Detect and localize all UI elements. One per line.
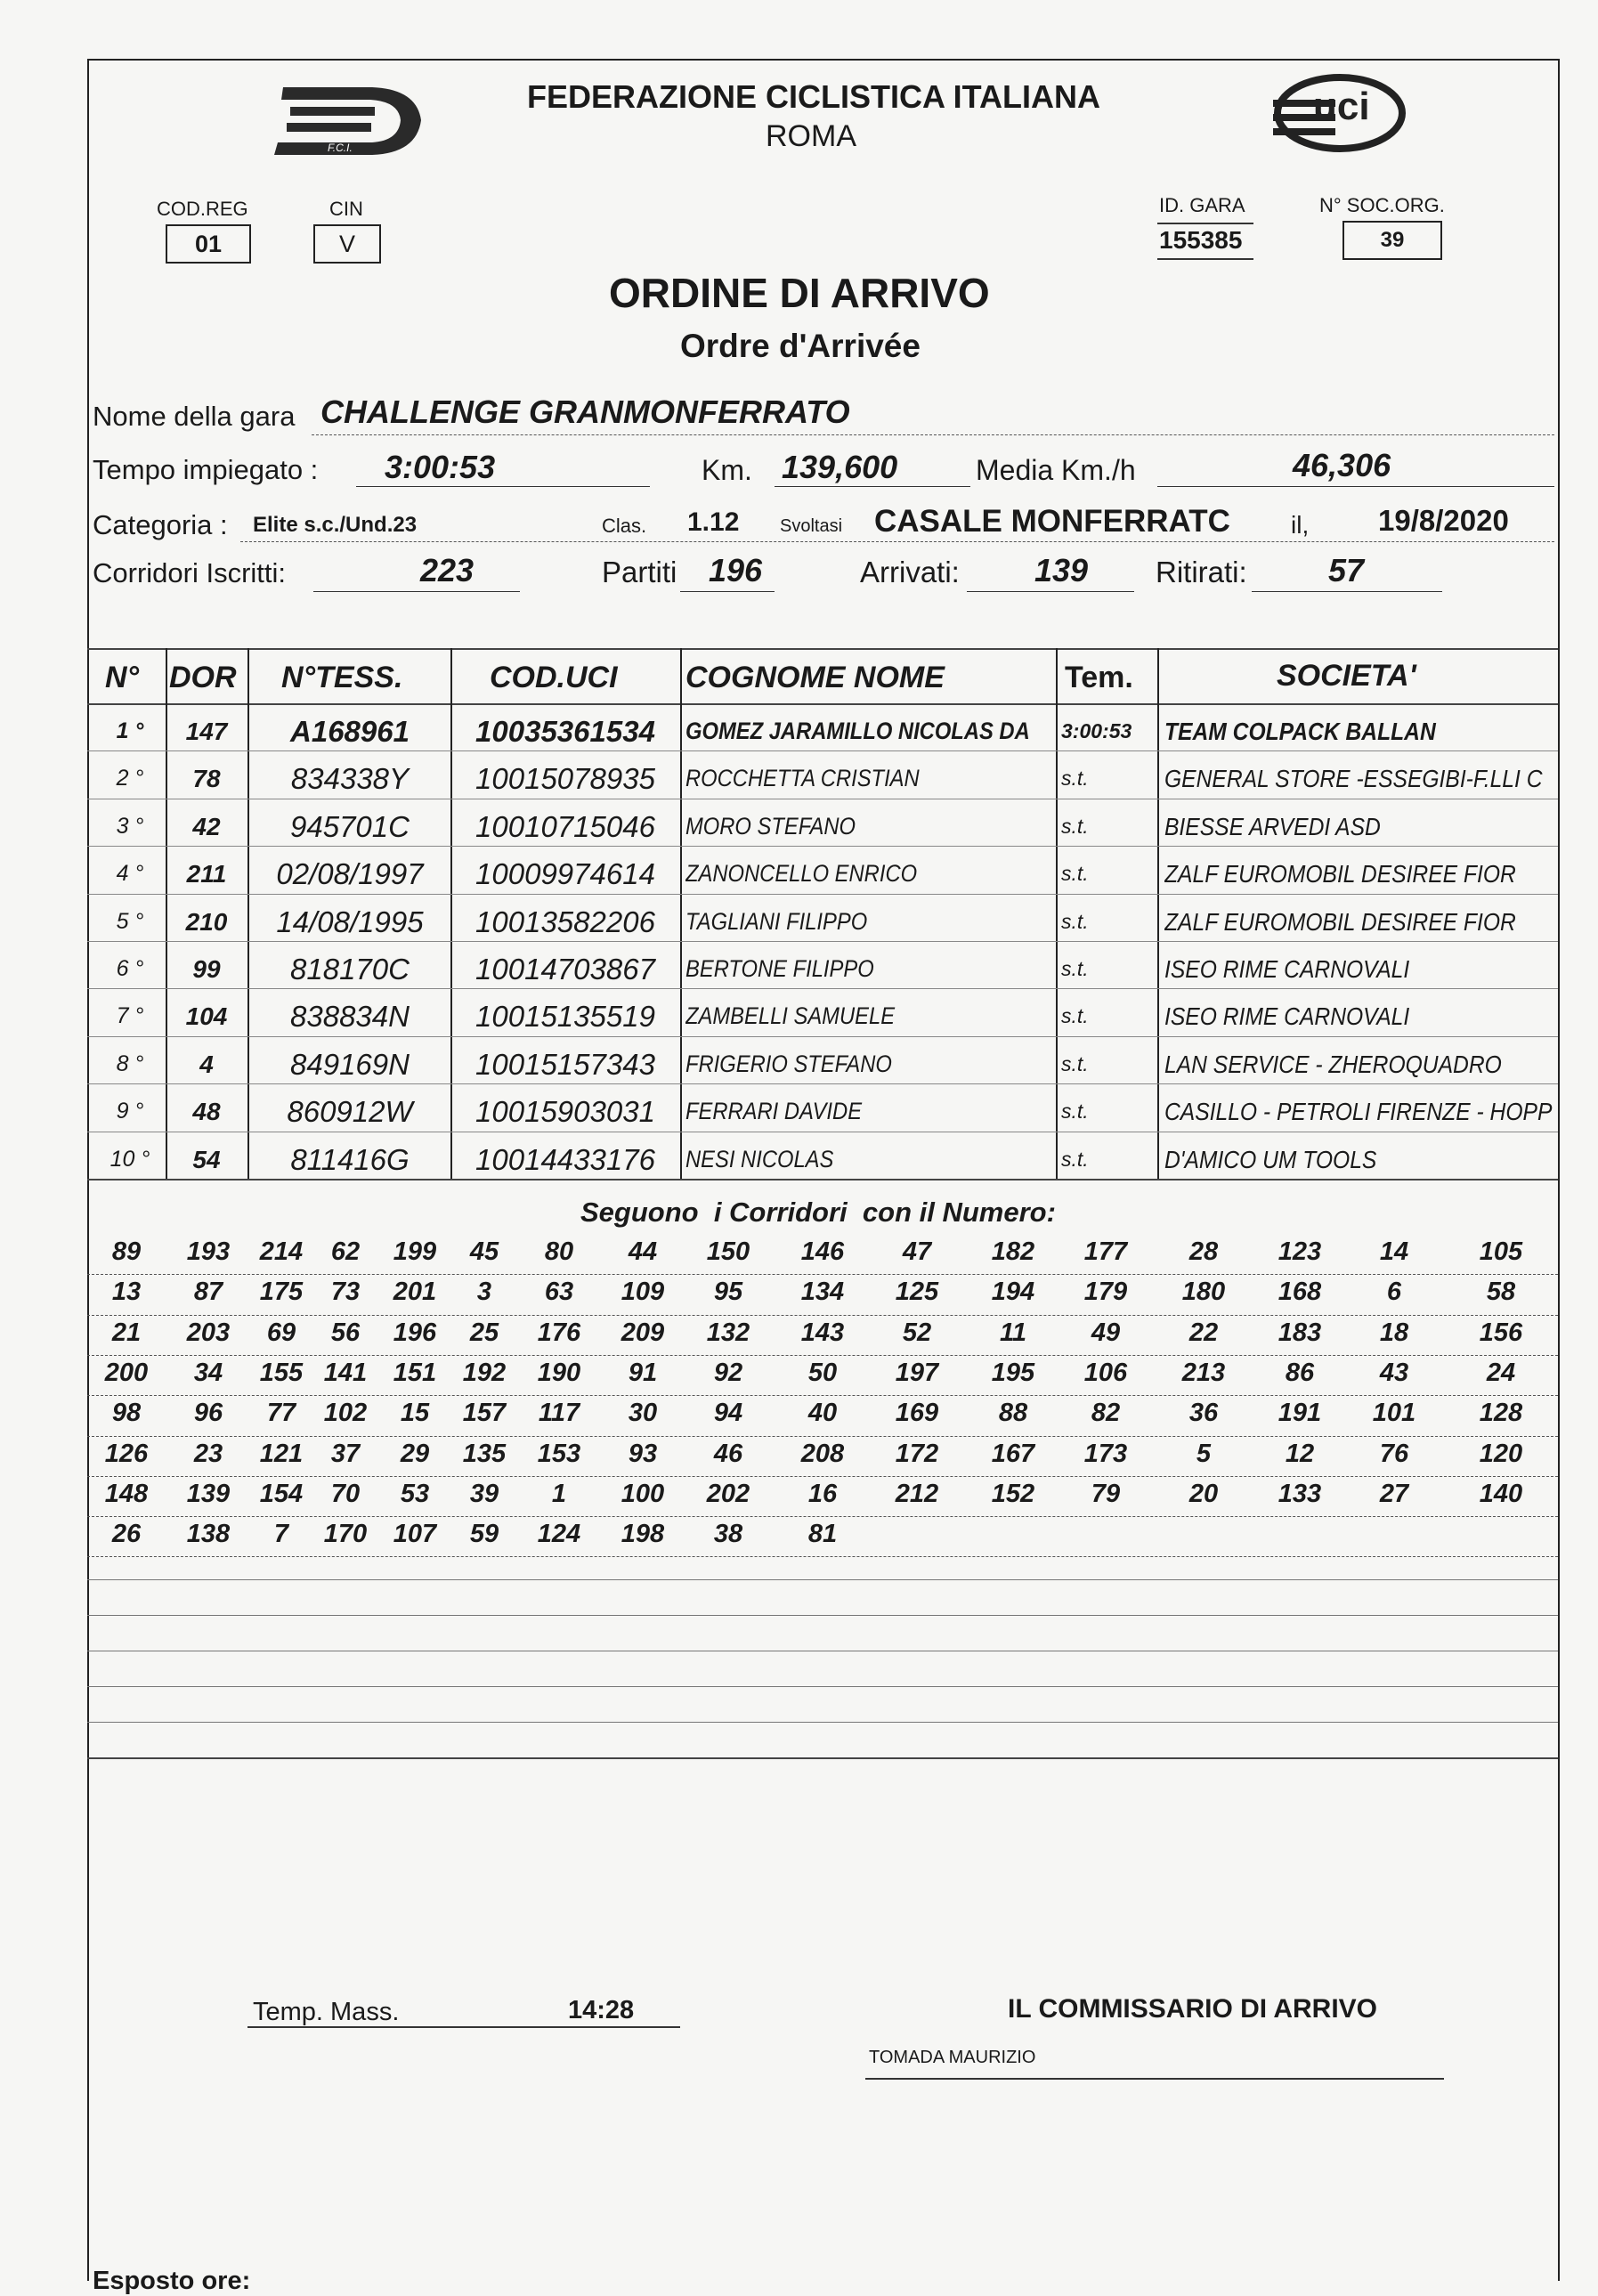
iscritti-label: Corridori Iscritti: [93,557,287,588]
following-number: 194 [991,1278,1035,1307]
following-number: 132 [706,1318,750,1347]
table-cell-tem: s.t. [1061,1051,1089,1075]
table-cell-tess: 02/08/1997 [276,857,424,891]
following-number: 151 [393,1358,437,1387]
following-number: 169 [895,1399,939,1428]
following-number: 24 [1486,1358,1516,1387]
table-cell-name: ROCCHETTA CRISTIAN [685,765,920,792]
following-number: 94 [713,1399,743,1428]
table-cell-pos: 1 ° [116,718,144,743]
partiti-label: Partiti [602,556,677,588]
following-number: 109 [621,1278,665,1307]
following-number: 16 [807,1479,838,1508]
following-number: 5 [1196,1439,1212,1468]
following-number: 23 [193,1439,223,1468]
esposto-label: Esposto ore: [93,2267,251,2295]
table-cell-dor: 48 [192,1098,221,1126]
following-number: 192 [462,1358,507,1387]
following-number: 49 [1091,1318,1121,1347]
following-number: 138 [186,1520,231,1549]
clas-label: Clas. [602,515,647,537]
following-number: 69 [266,1318,296,1347]
following-number: 46 [713,1439,743,1468]
following-number: 153 [537,1439,581,1468]
following-number: 183 [1278,1318,1322,1347]
media-value: 46,306 [1293,447,1391,483]
svoltasi-value: CASALE MONFERRATC [874,504,1230,539]
following-number: 105 [1479,1237,1523,1266]
table-cell-uci: 10014433176 [475,1142,655,1176]
following-number: 167 [991,1439,1035,1468]
following-number: 102 [323,1399,368,1428]
table-cell-dor: 99 [192,955,221,983]
table-cell-soc: BIESSE ARVEDI ASD [1164,812,1381,840]
following-number: 199 [393,1237,437,1266]
following-number: 37 [330,1439,361,1468]
empty-ruled-line [87,1579,1558,1580]
commissario-label: IL COMMISSARIO DI ARRIVO [1008,1994,1378,2024]
table-cell-name: ZANONCELLO ENRICO [685,860,918,888]
following-number: 56 [330,1318,361,1347]
table-cell-pos: 5 ° [116,908,144,934]
table-cell-tess: 818170C [290,953,410,986]
following-number: 36 [1188,1399,1219,1428]
following-number: 134 [800,1278,845,1307]
arrivati-value: 139 [1034,552,1089,588]
following-number: 38 [713,1520,743,1549]
table-cell-dor: 54 [192,1145,221,1173]
table-cell-soc: D'AMICO UM TOOLS [1164,1145,1377,1173]
following-number: 92 [713,1358,743,1387]
categoria-value: Elite s.c./Und.23 [253,513,418,537]
following-number: 191 [1278,1399,1322,1428]
table-cell-uci: 10035361534 [475,715,655,748]
il-label: il, [1291,511,1310,539]
following-number: 212 [895,1479,939,1508]
table-cell-tem: 3:00:53 [1061,719,1132,742]
table-cell-tem: s.t. [1061,1004,1089,1028]
table-cell-dor: 78 [192,765,221,793]
table-cell-soc: ISEO RIME CARNOVALI [1164,1002,1410,1031]
following-number: 179 [1083,1278,1128,1307]
svg-text:uci: uci [1313,85,1370,128]
temp-mass-value: 14:28 [568,1996,635,2024]
following-number: 40 [807,1399,838,1428]
table-cell-name: GOMEZ JARAMILLO NICOLAS DA [685,718,1030,744]
following-number: 202 [706,1479,750,1508]
following-number: 180 [1181,1278,1226,1307]
table-cell-uci: 10015135519 [475,1000,655,1034]
following-number: 101 [1372,1399,1416,1428]
following-number: 200 [104,1358,149,1387]
following-number: 18 [1379,1318,1409,1347]
following-number: 53 [400,1479,430,1508]
km-label: Km. [702,454,752,486]
following-number: 15 [400,1399,430,1428]
id-gara-value: 155385 [1159,226,1243,254]
following-number: 172 [895,1439,939,1468]
following-number: 80 [544,1237,574,1266]
km-value: 139,600 [782,449,898,485]
following-number: 29 [400,1439,430,1468]
header-dor: DOR [169,661,237,694]
following-number: 22 [1188,1318,1219,1347]
table-cell-soc: GENERAL STORE -ESSEGIBI-F.LLI C [1164,765,1543,793]
svg-text:F.C.I.: F.C.I. [328,142,353,154]
following-number: 209 [621,1318,665,1347]
following-number: 135 [462,1439,507,1468]
following-number: 190 [537,1358,581,1387]
table-cell-tess: 14/08/1995 [276,905,424,938]
federation-name: FEDERAZIONE CICLISTICA ITALIANA [527,78,1100,115]
table-cell-soc: TEAM COLPACK BALLAN [1164,718,1436,745]
id-gara-label: ID. GARA [1159,194,1245,216]
header-societa: SOCIETA' [1277,659,1416,693]
following-number: 39 [469,1479,499,1508]
table-cell-uci: 10014703867 [475,953,655,986]
soc-org-box: 39 [1342,221,1442,260]
following-number: 125 [895,1278,939,1307]
following-number: 20 [1188,1479,1219,1508]
federation-city: ROMA [766,119,856,153]
table-cell-name: MORO STEFANO [685,812,856,840]
race-name-label: Nome della gara [93,401,296,432]
following-number: 143 [800,1318,845,1347]
following-number: 141 [323,1358,368,1387]
following-number: 154 [259,1479,304,1508]
table-cell-dor: 147 [185,718,228,745]
cin-box: V [313,224,381,264]
following-number: 157 [462,1399,507,1428]
following-number: 121 [259,1439,304,1468]
page-title: ORDINE DI ARRIVO [609,270,990,316]
following-number: 70 [330,1479,361,1508]
table-cell-tess: 811416G [290,1142,410,1176]
following-number: 195 [991,1358,1035,1387]
table-cell-tem: s.t. [1061,909,1089,933]
table-cell-tem: s.t. [1061,862,1089,886]
cin-label: CIN [329,198,363,220]
following-number: 208 [800,1439,845,1468]
following-number: 98 [111,1399,142,1428]
soc-org-label: N° SOC.ORG. [1319,194,1445,216]
header-tem: Tem. [1065,661,1133,694]
following-number: 173 [1083,1439,1128,1468]
following-number: 148 [104,1479,149,1508]
table-cell-tem: s.t. [1061,767,1089,791]
following-number: 196 [393,1318,437,1347]
following-number: 107 [393,1520,437,1549]
following-number: 150 [706,1237,750,1266]
following-number: 91 [628,1358,658,1387]
following-number: 43 [1379,1358,1409,1387]
following-number: 168 [1278,1278,1322,1307]
table-cell-tess: 945701C [290,809,410,843]
table-cell-tem: s.t. [1061,1147,1089,1171]
table-cell-tess: 838834N [290,1000,410,1034]
svoltasi-label: Svoltasi [780,516,843,536]
table-cell-pos: 9 ° [116,1099,144,1124]
table-cell-name: FRIGERIO STEFANO [685,1050,892,1077]
header-coduci: COD.UCI [490,661,618,694]
following-number: 197 [895,1358,939,1387]
following-number: 96 [193,1399,223,1428]
time-value: 3:00:53 [385,449,496,485]
following-number: 25 [469,1318,499,1347]
table-cell-uci: 10015903031 [475,1095,655,1129]
following-number: 214 [259,1237,304,1266]
table-cell-name: ZAMBELLI SAMUELE [685,1002,896,1030]
following-number: 86 [1285,1358,1315,1387]
table-cell-dor: 210 [185,907,228,936]
following-number: 52 [902,1318,932,1347]
following-number: 76 [1379,1439,1409,1468]
following-number: 27 [1379,1479,1409,1508]
following-number: 123 [1278,1237,1322,1266]
following-number: 201 [393,1278,437,1307]
following-number: 26 [111,1520,142,1549]
date-value: 19/8/2020 [1378,504,1509,537]
media-label: Media Km./h [976,454,1136,486]
following-number: 203 [186,1318,231,1347]
table-cell-name: TAGLIANI FILIPPO [685,907,868,935]
table-cell-dor: 211 [186,860,227,888]
following-number: 12 [1285,1439,1315,1468]
following-number: 213 [1181,1358,1226,1387]
table-cell-uci: 10009974614 [475,857,655,891]
empty-ruled-line [87,1686,1558,1687]
ritirati-value: 57 [1328,552,1365,588]
table-cell-soc: ZALF EUROMOBIL DESIREE FIOR [1164,907,1516,936]
following-number: 126 [104,1439,149,1468]
table-cell-name: FERRARI DAVIDE [685,1098,863,1125]
following-number: 44 [628,1237,658,1266]
table-cell-uci: 10015078935 [475,762,655,796]
table-cell-tess: 849169N [290,1047,410,1081]
ritirati-label: Ritirati: [1156,556,1247,588]
table-cell-soc: CASILLO - PETROLI FIRENZE - HOPP [1164,1098,1553,1126]
table-cell-dor: 104 [185,1002,228,1031]
footer-divider [87,1757,1558,1759]
table-cell-name: BERTONE FILIPPO [685,955,874,982]
following-number: 34 [193,1358,223,1387]
table-cell-soc: ISEO RIME CARNOVALI [1164,955,1410,983]
following-number: 139 [186,1479,231,1508]
table-cell-pos: 3 ° [116,813,144,839]
race-name-value: CHALLENGE GRANMONFERRATO [320,393,850,430]
following-number: 1 [551,1479,567,1508]
table-cell-uci: 10015157343 [475,1047,655,1081]
table-cell-pos: 10 ° [110,1146,150,1172]
following-number: 146 [800,1237,845,1266]
following-number: 7 [273,1520,289,1549]
table-cell-pos: 7 ° [116,1003,144,1029]
following-number: 128 [1479,1399,1523,1428]
table-cell-tess: A168961 [290,715,410,748]
following-number: 82 [1091,1399,1121,1428]
table-cell-pos: 8 ° [116,1051,144,1076]
table-cell-tess: 860912W [287,1095,413,1129]
following-number: 193 [186,1237,231,1266]
table-cell-dor: 4 [199,1050,214,1078]
commissario-underline [865,2078,1444,2080]
following-number: 45 [469,1237,499,1266]
categoria-label: Categoria : [93,509,228,540]
table-cell-uci: 10010715046 [475,809,655,843]
partiti-value: 196 [709,552,763,588]
header-tess: N°TESS. [281,661,403,694]
following-number: 177 [1083,1237,1128,1266]
table-cell-tem: s.t. [1061,1099,1089,1124]
following-number: 89 [111,1237,142,1266]
table-cell-dor: 42 [192,812,221,840]
following-number: 21 [111,1318,142,1347]
following-number: 47 [902,1237,932,1266]
following-number: 117 [538,1399,580,1428]
following-number: 156 [1479,1318,1523,1347]
following-number: 93 [628,1439,658,1468]
following-number: 50 [807,1358,838,1387]
following-number: 28 [1188,1237,1219,1266]
table-cell-tess: 834338Y [290,762,410,796]
following-number: 63 [544,1278,574,1307]
clas-value: 1.12 [687,507,740,537]
following-number: 176 [537,1318,581,1347]
following-number: 155 [259,1358,304,1387]
table-cell-soc: LAN SERVICE - ZHEROQUADRO [1164,1050,1502,1078]
following-number: 87 [193,1278,223,1307]
header-name: COGNOME NOME [685,661,945,694]
temp-mass-label: Temp. Mass. [253,1998,400,2026]
temp-mass-underline [247,2026,680,2028]
table-cell-name: NESI NICOLAS [685,1145,834,1172]
table-cell-tem: s.t. [1061,814,1089,838]
cod-reg-label: COD.REG [157,198,248,220]
table-cell-tem: s.t. [1061,957,1089,980]
following-number: 124 [537,1520,581,1549]
following-number: 13 [111,1278,142,1307]
table-cell-pos: 4 ° [116,861,144,887]
following-number: 58 [1486,1278,1516,1307]
following-number: 81 [807,1520,838,1549]
following-number: 95 [713,1278,743,1307]
following-number: 140 [1479,1479,1523,1508]
following-number: 73 [330,1278,361,1307]
following-label: Seguono i Corridori con il Numero: [580,1197,1056,1228]
table-cell-pos: 6 ° [116,956,144,981]
arrivati-label: Arrivati: [860,556,960,588]
following-number: 120 [1479,1439,1523,1468]
time-label: Tempo impiegato : [93,454,319,485]
following-number: 100 [621,1479,665,1508]
table-cell-soc: ZALF EUROMOBIL DESIREE FIOR [1164,860,1516,888]
following-number: 152 [991,1479,1035,1508]
following-number: 14 [1379,1237,1409,1266]
following-number: 182 [991,1237,1035,1266]
following-number: 88 [998,1399,1028,1428]
following-number: 175 [259,1278,304,1307]
following-number: 62 [330,1237,361,1266]
following-number: 77 [266,1399,296,1428]
empty-ruled-line [87,1615,1558,1616]
page-subtitle: Ordre d'Arrivée [680,328,921,364]
following-number: 30 [628,1399,658,1428]
commissario-name: TOMADA MAURIZIO [869,2048,1036,2067]
following-number: 59 [469,1520,499,1549]
following-number: 106 [1083,1358,1128,1387]
following-number: 79 [1091,1479,1121,1508]
cod-reg-box: 01 [166,224,251,264]
table-cell-pos: 2 ° [116,766,144,791]
following-number: 3 [476,1278,492,1307]
empty-ruled-line [87,1722,1558,1723]
following-number: 133 [1278,1479,1322,1508]
following-number: 170 [323,1520,368,1549]
table-cell-uci: 10013582206 [475,905,655,938]
iscritti-value: 223 [420,552,475,588]
header-pos: N° [105,661,140,694]
following-number: 198 [621,1520,665,1549]
following-number: 11 [999,1318,1027,1347]
following-number: 6 [1386,1278,1402,1307]
